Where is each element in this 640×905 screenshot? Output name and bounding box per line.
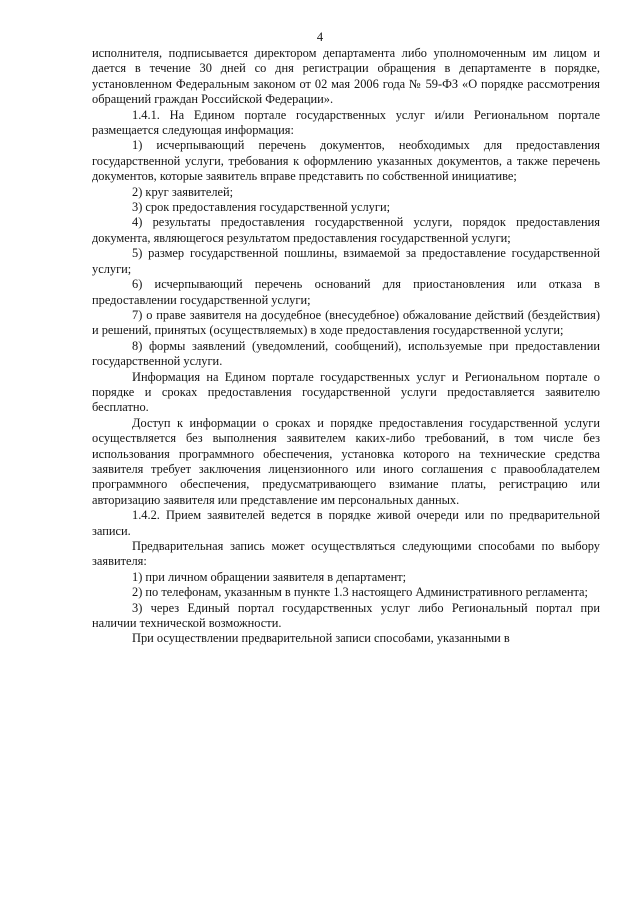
paragraph: 1.4.2. Прием заявителей ведется в порядке живой очереди или по предварительной записи. bbox=[92, 508, 600, 538]
list-item: 8) формы заявлений (уведомлений, сообщений), используемые при предоставлении государственной услуги. bbox=[92, 338, 600, 369]
list-item: 2) круг заявителей; bbox=[132, 184, 234, 199]
list-item: 7) о праве заявителя на досудебное (внесудебное) обжалование действий (бездействия) и решений, принятых (осуществляемых) в ходе предоставления государственной услуги; bbox=[92, 307, 600, 338]
paragraph: 1.4.1. На Едином портале государственных услуг и/или Региональном портале размещается следующая информация: bbox=[92, 107, 600, 138]
list-item: 4) результаты предоставления государственной услуги, порядок предоставления документа, являющегося результатом предоставления государственной услуги; bbox=[92, 215, 600, 245]
paragraph: Предварительная запись может осуществляться следующими способами по выбору заявителя: bbox=[92, 539, 600, 569]
list-item: 5) размер государственной пошлины, взимаемой за предоставление государственной услуги; bbox=[92, 246, 600, 276]
paragraph: При осуществлении предварительной записи способами, указанными в bbox=[132, 631, 510, 646]
page-number: 4 bbox=[316, 30, 324, 44]
paragraph: исполнителя, подписывается директором департамента либо уполномоченным им лицом и дается в течение 30 дней со дня регистрации обращения в департаменте в порядке, установленном Федеральным законом от 02 мая 2006 года № 59-ФЗ «О порядке рассмотрения обращений граждан Российской Федерации». bbox=[92, 46, 600, 107]
paragraph: Доступ к информации о сроках и порядке предоставления государственной услуги осуществляется без выполнения заявителем каких-либо требований, в том числе без использования программного обеспечения, установка которого на технические средства заявителя требует заключения лицензионного или иного соглашения с правообладателем программного обеспечения, предусматривающего взимание платы, регистрацию или авторизацию заявителя или представление им персональных данных. bbox=[92, 415, 600, 507]
list-item: 1) исчерпывающий перечень документов, необходимых для предоставления государственной услуги, требования к оформлению указанных документов, а также перечень документов, которые заявитель вправе представить по собственной инициативе; bbox=[92, 138, 600, 184]
list-item: 3) через Единый портал государственных услуг либо Региональный портал при наличии технической возможности. bbox=[92, 600, 600, 631]
list-item: 6) исчерпывающий перечень оснований для приостановления или отказа в предоставлении государственной услуги; bbox=[92, 277, 600, 307]
list-item: 3) срок предоставления государственной услуги; bbox=[132, 200, 391, 215]
paragraph: Информация на Едином портале государственных услуг и Региональном портале о порядке и сроках предоставления государственной услуги предоставляется заявителю бесплатно. bbox=[92, 369, 600, 415]
document-body bbox=[92, 46, 600, 647]
list-item: 2) по телефонам, указанным в пункте 1.3 настоящего Административного регламента; bbox=[132, 585, 588, 600]
list-item: 1) при личном обращении заявителя в департамент; bbox=[132, 569, 407, 584]
